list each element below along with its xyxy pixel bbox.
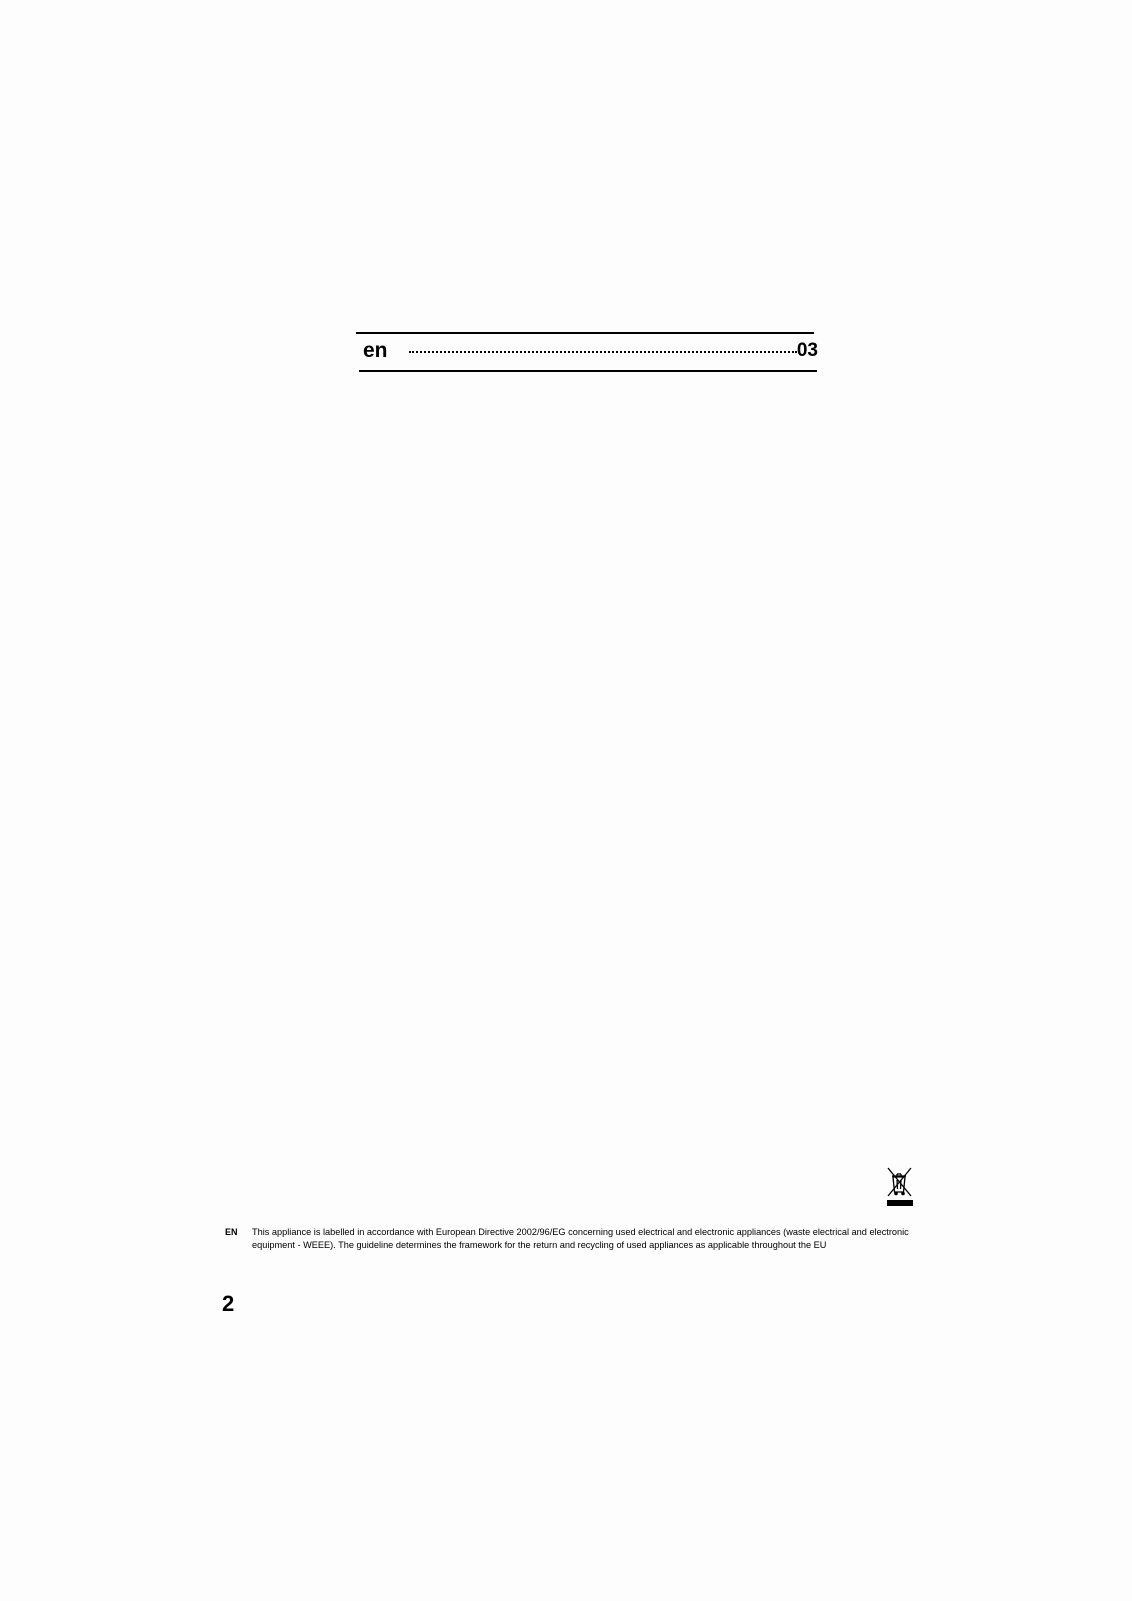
toc-entry[interactable] xyxy=(363,336,818,366)
toc-bottom-rule xyxy=(359,370,817,372)
weee-notice-text: This appliance is labelled in accordance with European Directive 2002/96/EG concerning used electrical and electronic appliances (waste electrical and electronic equipment - WEEE). The guideline determines the framework for the return and recycling of used appliances as applicable throughout the EU xyxy=(252,1227,909,1250)
table-of-contents xyxy=(356,332,818,372)
weee-language-code: EN xyxy=(225,1227,238,1237)
crossed-out-wheelie-bin-icon xyxy=(887,1166,913,1206)
toc-top-rule xyxy=(356,332,814,334)
page-number: 2 xyxy=(222,1291,235,1316)
toc-entry-page: 03 xyxy=(796,340,818,361)
toc-dot-leader xyxy=(409,351,797,353)
toc-entry-language: en xyxy=(363,339,388,362)
